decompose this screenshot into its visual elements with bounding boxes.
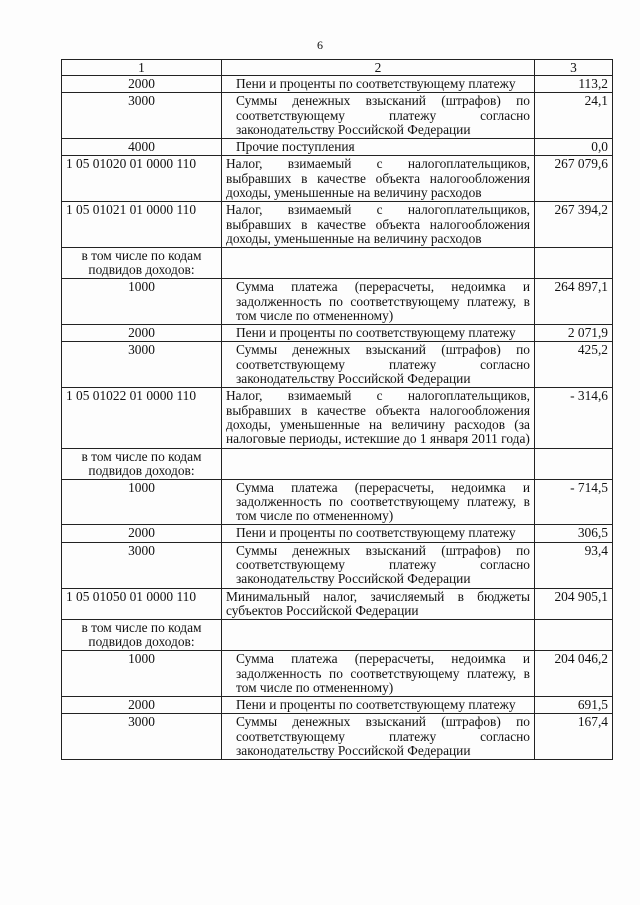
revenue-code: 3000 — [62, 542, 222, 588]
revenue-name — [222, 620, 535, 651]
page-number: 6 — [317, 38, 323, 52]
revenue-name: Пени и проценты по соответствующему платежу — [222, 76, 535, 93]
table-row — [62, 697, 613, 714]
revenue-name — [222, 248, 535, 279]
revenue-amount: 2 071,9 — [535, 325, 613, 342]
column-header-code: 1 — [62, 60, 222, 76]
revenue-code: 3000 — [62, 342, 222, 388]
revenue-name: Налог, взимаемый с налогоплательщиков, выбравших в качестве объекта налогообложения доходы, уменьшенные на величину расходов (за налоговые периоды, истекшие до 1 января 2011 года) — [222, 388, 535, 448]
subtype-header-row — [62, 448, 613, 479]
column-header-name: 2 — [222, 60, 535, 76]
table-row — [62, 202, 613, 248]
table-row — [62, 93, 613, 139]
table-row — [62, 76, 613, 93]
table-row — [62, 139, 613, 156]
revenue-name: Прочие поступления — [222, 139, 535, 156]
table-body — [62, 76, 613, 760]
revenue-amount: 93,4 — [535, 542, 613, 588]
revenue-code: 1000 — [62, 479, 222, 525]
table-row — [62, 279, 613, 325]
table-row — [62, 651, 613, 697]
table-row — [62, 479, 613, 525]
revenue-name: Суммы денежных взысканий (штрафов) по соответствующему платежу согласно законодательству Российской Федерации — [222, 342, 535, 388]
table-row — [62, 714, 613, 760]
subtype-header-label: в том числе по кодам подвидов доходов: — [62, 620, 222, 651]
revenue-code: 1000 — [62, 279, 222, 325]
subtype-header-label: в том числе по кодам подвидов доходов: — [62, 448, 222, 479]
subtype-header-label: в том числе по кодам подвидов доходов: — [62, 248, 222, 279]
revenue-name: Сумма платежа (перерасчеты, недоимка и задолженность по соответствующему платежу, в том числе по отмененному) — [222, 651, 535, 697]
revenue-code: 3000 — [62, 93, 222, 139]
revenue-amount: - 714,5 — [535, 479, 613, 525]
revenue-code: 2000 — [62, 697, 222, 714]
revenue-code: 2000 — [62, 325, 222, 342]
table-row — [62, 588, 613, 620]
revenue-amount — [535, 448, 613, 479]
revenue-code: 2000 — [62, 76, 222, 93]
revenue-name — [222, 448, 535, 479]
revenue-name: Суммы денежных взысканий (штрафов) по соответствующему платежу согласно законодательству Российской Федерации — [222, 542, 535, 588]
revenue-code: 1 05 01050 01 0000 110 — [62, 588, 222, 620]
revenue-code: 1000 — [62, 651, 222, 697]
revenue-name: Пени и проценты по соответствующему платежу — [222, 697, 535, 714]
revenue-amount: - 314,6 — [535, 388, 613, 448]
subtype-header-row — [62, 620, 613, 651]
revenue-name: Суммы денежных взысканий (штрафов) по соответствующему платежу согласно законодательству Российской Федерации — [222, 93, 535, 139]
table-row — [62, 542, 613, 588]
revenue-amount: 204 905,1 — [535, 588, 613, 620]
revenue-amount: 204 046,2 — [535, 651, 613, 697]
revenue-amount — [535, 620, 613, 651]
revenue-code: 2000 — [62, 525, 222, 542]
revenue-amount: 167,4 — [535, 714, 613, 760]
table-row — [62, 342, 613, 388]
revenue-amount: 267 079,6 — [535, 156, 613, 202]
revenue-amount: 113,2 — [535, 76, 613, 93]
table-row — [62, 525, 613, 542]
revenue-name: Пени и проценты по соответствующему платежу — [222, 325, 535, 342]
table-row — [62, 388, 613, 448]
revenue-name: Суммы денежных взысканий (штрафов) по соответствующему платежу согласно законодательству Российской Федерации — [222, 714, 535, 760]
revenue-amount: 691,5 — [535, 697, 613, 714]
revenue-amount: 425,2 — [535, 342, 613, 388]
revenue-code: 1 05 01022 01 0000 110 — [62, 388, 222, 448]
revenue-name: Пени и проценты по соответствующему платежу — [222, 525, 535, 542]
revenue-amount: 267 394,2 — [535, 202, 613, 248]
revenue-code: 4000 — [62, 139, 222, 156]
revenue-name: Налог, взимаемый с налогоплательщиков, выбравших в качестве объекта налогообложения доходы, уменьшенные на величину расходов — [222, 156, 535, 202]
subtype-header-row — [62, 248, 613, 279]
revenue-amount: 0,0 — [535, 139, 613, 156]
revenue-amount: 264 897,1 — [535, 279, 613, 325]
table-header-row — [62, 60, 613, 76]
table-row — [62, 325, 613, 342]
revenue-code: 1 05 01020 01 0000 110 — [62, 156, 222, 202]
revenue-name: Сумма платежа (перерасчеты, недоимка и задолженность по соответствующему платежу, в том числе по отмененному) — [222, 479, 535, 525]
revenue-name: Налог, взимаемый с налогоплательщиков, выбравших в качестве объекта налогообложения доходы, уменьшенные на величину расходов — [222, 202, 535, 248]
column-header-value: 3 — [535, 60, 613, 76]
table-row — [62, 156, 613, 202]
revenue-code: 3000 — [62, 714, 222, 760]
revenue-amount — [535, 248, 613, 279]
revenue-table — [61, 59, 613, 760]
revenue-name: Сумма платежа (перерасчеты, недоимка и задолженность по соответствующему платежу, в том числе по отмененному) — [222, 279, 535, 325]
revenue-name: Минимальный налог, зачисляемый в бюджеты субъектов Российской Федерации — [222, 588, 535, 620]
revenue-amount: 306,5 — [535, 525, 613, 542]
revenue-code: 1 05 01021 01 0000 110 — [62, 202, 222, 248]
revenue-amount: 24,1 — [535, 93, 613, 139]
